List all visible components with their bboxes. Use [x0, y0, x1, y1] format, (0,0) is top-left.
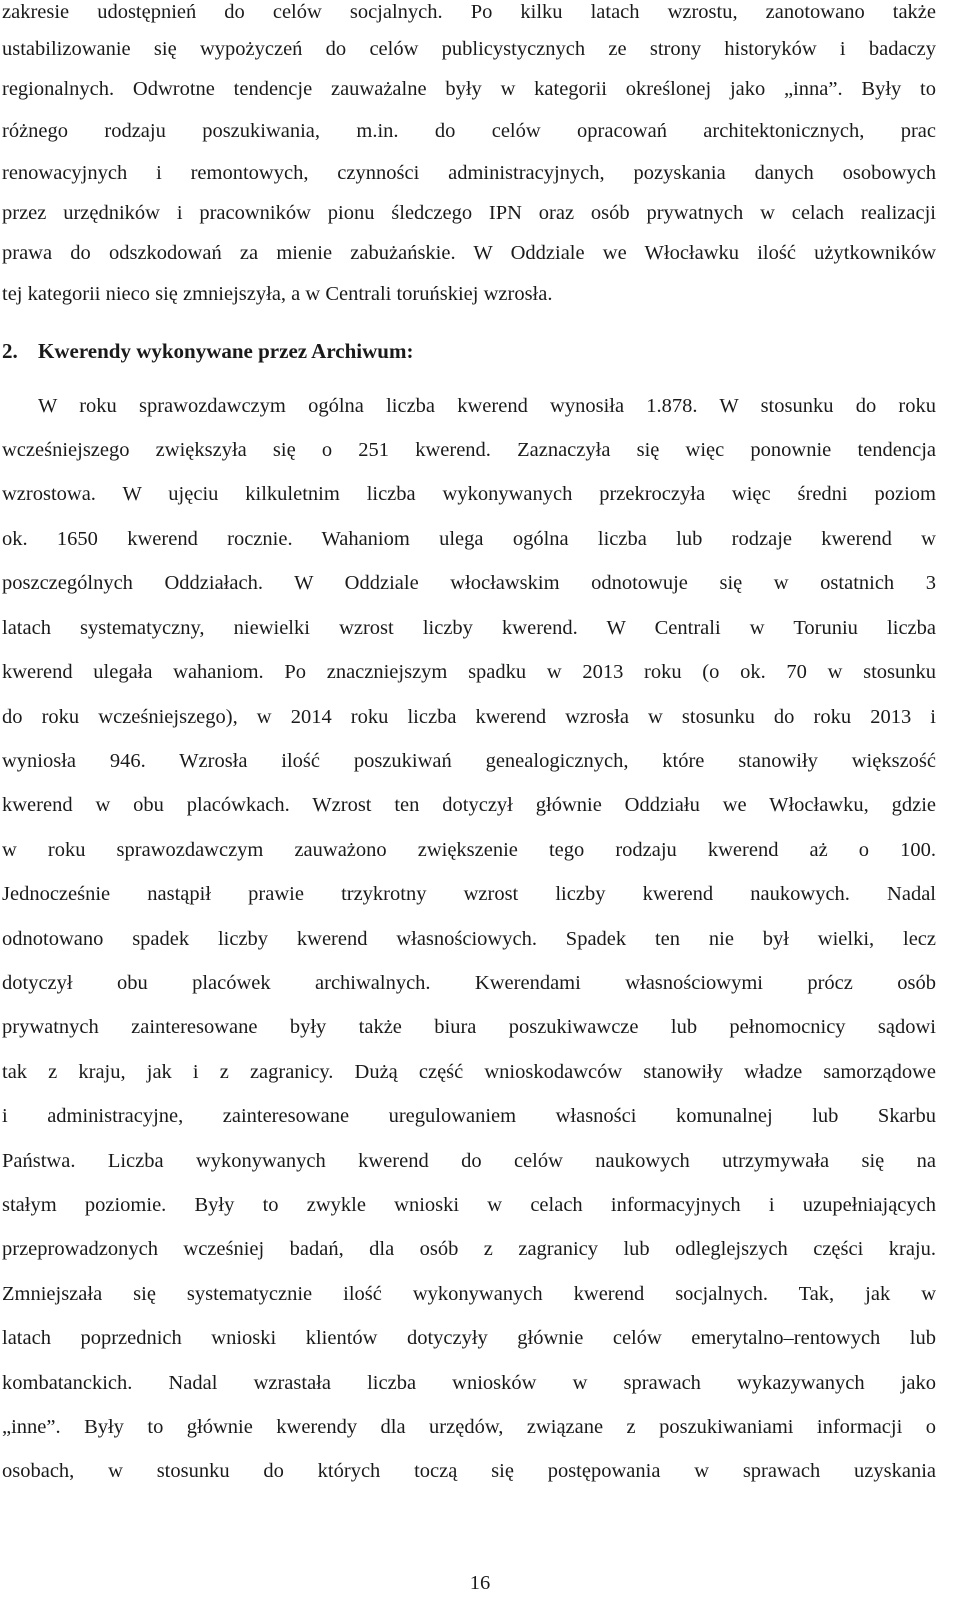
text-line: W roku sprawozdawczym ogólna liczba kwerend wynosiła 1.878. W stosunku do roku — [38, 395, 936, 417]
section-heading — [2, 336, 413, 366]
text-line: kombatanckich. Nadal wzrastała liczba wniosków w sprawach wykazywanych jako — [2, 1372, 936, 1394]
text-line: tak z kraju, jak i z zagranicy. Dużą część wnioskodawców stanowiły władze samorządowe — [2, 1061, 936, 1083]
text-line: renowacyjnych i remontowych, czynności administracyjnych, pozyskania danych osobowych — [2, 162, 936, 184]
text-line: prywatnych zainteresowane były także biura poszukiwawcze lub pełnomocnicy sądowi — [2, 1016, 936, 1038]
text-line: kwerend ulegała wahaniom. Po znaczniejszym spadku w 2013 roku (o ok. 70 w stosunku — [2, 661, 936, 683]
text-line: i administracyjne, zainteresowane uregulowaniem własności komunalnej lub Skarbu — [2, 1105, 936, 1127]
page-number: 16 — [469, 1572, 491, 1594]
text-line: odnotowano spadek liczby kwerend własnościowych. Spadek ten nie był wielki, lecz — [2, 928, 936, 950]
text-line: stałym poziomie. Były to zwykle wnioski w celach informacyjnych i uzupełniających — [2, 1194, 936, 1216]
text-line: regionalnych. Odwrotne tendencje zauważalne były w kategorii określonej jako „inna”. Były to — [2, 78, 936, 100]
text-line: latach systematyczny, niewielki wzrost liczby kwerend. W Centrali w Toruniu liczba — [2, 617, 936, 639]
text-line: tej kategorii nieco się zmniejszyła, a w Centrali toruńskiej wzrosła. — [2, 283, 553, 305]
text-line: poszczególnych Oddziałach. W Oddziale włocławskim odnotowuje się w ostatnich 3 — [2, 572, 936, 594]
text-line: kwerend w obu placówkach. Wzrost ten dotyczył głównie Oddziału we Włocławku, gdzie — [2, 794, 936, 816]
text-line: Zmniejszała się systematycznie ilość wykonywanych kwerend socjalnych. Tak, jak w — [2, 1283, 936, 1305]
text-line: „inne”. Były to głównie kwerendy dla urzędów, związane z poszukiwaniami informacji o — [2, 1416, 936, 1438]
text-line: przeprowadzonych wcześniej badań, dla osób z zagranicy lub odleglejszych części kraju. — [2, 1238, 936, 1260]
text-line: dotyczył obu placówek archiwalnych. Kwerendami własnościowymi prócz osób — [2, 972, 936, 994]
text-line: wzrostowa. W ujęciu kilkuletnim liczba wykonywanych przekroczyła więc średni poziom — [2, 483, 936, 505]
text-line: wcześniejszego zwiększyła się o 251 kwerend. Zaznaczyła się więc ponownie tendencja — [2, 439, 936, 461]
section-title: Kwerendy wykonywane przez Archiwum: — [38, 339, 414, 363]
text-line: różnego rodzaju poszukiwania, m.in. do celów opracowań architektonicznych, prac — [2, 120, 936, 142]
section-number: 2. — [2, 339, 18, 363]
text-line: przez urzędników i pracowników pionu śledczego IPN oraz osób prywatnych w celach realizacji — [2, 202, 936, 224]
text-line: zakresie udostępnień do celów socjalnych. Po kilku latach wzrostu, zanotowano także — [2, 1, 936, 23]
text-line: osobach, w stosunku do których toczą się postępowania w sprawach uzyskania — [2, 1460, 936, 1482]
text-line: Państwa. Liczba wykonywanych kwerend do celów naukowych utrzymywała się na — [2, 1150, 936, 1172]
text-line: Jednocześnie nastąpił prawie trzykrotny wzrost liczby kwerend naukowych. Nadal — [2, 883, 936, 905]
text-line: w roku sprawozdawczym zauważono zwiększenie tego rodzaju kwerend aż o 100. — [2, 839, 936, 861]
text-line: ustabilizowanie się wypożyczeń do celów publicystycznych ze strony historyków i badaczy — [2, 38, 936, 60]
text-line: latach poprzednich wnioski klientów dotyczyły głównie celów emerytalno–rentowych lub — [2, 1327, 936, 1349]
text-line: do roku wcześniejszego), w 2014 roku liczba kwerend wzrosła w stosunku do roku 2013 i — [2, 706, 936, 728]
text-line: wyniosła 946. Wzrosła ilość poszukiwań genealogicznych, które stanowiły większość — [2, 750, 936, 772]
text-line: prawa do odszkodowań za mienie zabużańskie. W Oddziale we Włocławku ilość użytkowników — [2, 242, 936, 264]
text-line: ok. 1650 kwerend rocznie. Wahaniom ulega ogólna liczba lub rodzaje kwerend w — [2, 528, 936, 550]
